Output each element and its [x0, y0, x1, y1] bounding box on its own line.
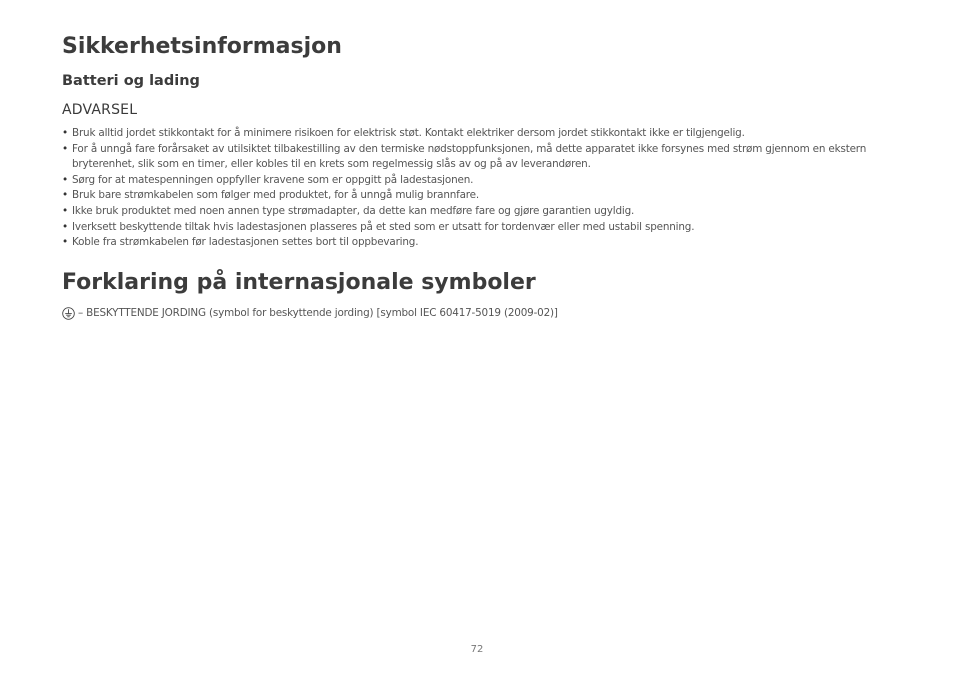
warning-text: For å unngå fare forårsaket av utilsiktet tilbakestilling av den termiske nødstoppfunksjonen, må dette apparatet ikke forsynes med strøm gjennom en ekstern bryterenhet, slik som en timer, eller kobles til en krets som regelmessig slås av og på av leverandøren.	[72, 142, 867, 171]
protective-earth-icon	[62, 307, 75, 320]
warning-heading: ADVARSEL	[62, 102, 138, 118]
warning-text: Koble fra strømkabelen før ladestasjonen settes bort til oppbevaring.	[72, 236, 419, 249]
list-item	[62, 220, 892, 236]
symbol-explanation	[62, 306, 558, 321]
list-item	[62, 204, 892, 220]
warning-text: Ikke bruk produktet med noen annen type strømadapter, da dette kan medføre fare og gjøre garantien ugyldig.	[72, 204, 635, 217]
list-item	[62, 188, 892, 204]
bullet-icon: •	[62, 236, 68, 249]
bullet-icon: •	[62, 127, 68, 139]
bullet-icon: •	[62, 189, 68, 202]
list-item	[62, 126, 892, 142]
warning-text: Sørg for at matespenningen oppfyller kravene som er oppgitt på ladestasjonen.	[72, 173, 474, 186]
warning-text: Bruk alltid jordet stikkontakt for å minimere risikoen for elektrisk støt. Kontakt elektriker dersom jordet stikkontakt ikke er tilgjengelig.	[72, 127, 745, 139]
warning-list	[62, 126, 892, 251]
bullet-icon: •	[62, 220, 68, 233]
warning-text: Iverksett beskyttende tiltak hvis ladestasjonen plasseres på et sted som er utsatt for tordenvær eller med ustabil spenning.	[72, 220, 695, 233]
symbol-description: – BESKYTTENDE JORDING (symbol for beskyttende jording) [symbol IEC 60417-5019 (2009-02)]	[78, 307, 558, 319]
page-title: Sikkerhetsinformasjon	[62, 34, 342, 59]
bullet-icon: •	[62, 204, 68, 217]
page-number: 72	[470, 644, 484, 655]
bullet-icon: •	[62, 142, 68, 155]
list-item	[62, 142, 892, 173]
section-subtitle: Batteri og lading	[62, 73, 200, 89]
list-item	[62, 173, 892, 189]
warning-text: Bruk bare strømkabelen som følger med produktet, for å unngå mulig brannfare.	[72, 189, 479, 202]
symbols-heading: Forklaring på internasjonale symboler	[62, 270, 536, 295]
bullet-icon: •	[62, 173, 68, 186]
list-item	[62, 235, 892, 251]
